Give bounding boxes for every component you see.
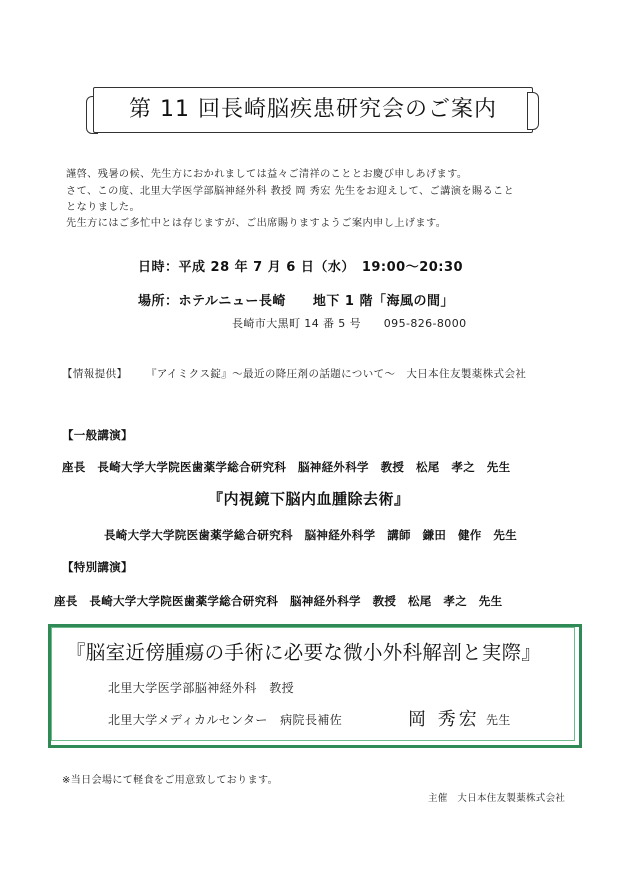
event-venue: 場所：ホテルニュー長崎 地下 1 階「海風の間」 — [138, 294, 454, 309]
venue-address: 長崎市大黒町 14 番 5 号 095-826-8000 — [232, 317, 467, 330]
info-text: 『アイミクス錠』〜最近の降圧剤の話題について〜 大日本住友製薬株式会社 — [146, 368, 527, 380]
general-lecture-label: 【一般講演】 — [62, 428, 133, 442]
event-date: 日時：平成 28 年 7 月 6 日（水） 19:00〜20:30 — [138, 260, 464, 275]
greeting-line-2: さて、この度、北里大学医学部脳神経外科 教授 岡 秀宏 先生をお迎えして、ご講演を賜ること — [66, 186, 515, 197]
special-lecture-title: 『脳室近傍腫瘍の手術に必要な微小外科解剖と実際』 — [66, 641, 542, 664]
special-chair: 座長 長崎大学大学院医歯薬学総合研究科 脳神経外科学 教授 松尾 孝之 先生 — [54, 594, 503, 608]
info-label: 【情報提供】 — [62, 368, 128, 380]
greeting-line-3: となりました。 — [66, 202, 141, 213]
banner-right-curl — [527, 92, 539, 130]
speaker-affiliation-2: 北里大学メディカルセンター 病院長補佐 — [108, 713, 343, 727]
general-lecture-title: 『内視鏡下脳内血腫除去術』 — [208, 490, 410, 508]
greeting-line-4: 先生方にはご多忙中とは存じますが、ご出席賜りますようご案内申し上げます。 — [66, 218, 447, 229]
special-lecture-label: 【特別講演】 — [62, 560, 133, 574]
general-chair: 座長 長崎大学大学院医歯薬学総合研究科 脳神経外科学 教授 松尾 孝之 先生 — [62, 460, 511, 474]
refreshment-note: ※当日会場にて軽食をご用意致しております。 — [62, 775, 278, 786]
greeting-line-1: 謹啓、残暑の候、先生方におかれましては益々ご清祥のこととお慶び申しあげます。 — [66, 169, 468, 180]
speaker-affiliation-1: 北里大学医学部脳神経外科 教授 — [108, 681, 295, 695]
speaker-name: 岡 秀宏 — [408, 709, 480, 730]
title-banner — [93, 87, 533, 133]
page-title: 第 11 回長崎脳疾患研究会のご案内 — [129, 97, 497, 122]
general-speaker: 長崎大学大学院医歯薬学総合研究科 脳神経外科学 講師 鎌田 健作 先生 — [104, 528, 517, 542]
speaker-suffix: 先生 — [486, 713, 511, 727]
organizer: 主催 大日本住友製薬株式会社 — [428, 793, 566, 804]
